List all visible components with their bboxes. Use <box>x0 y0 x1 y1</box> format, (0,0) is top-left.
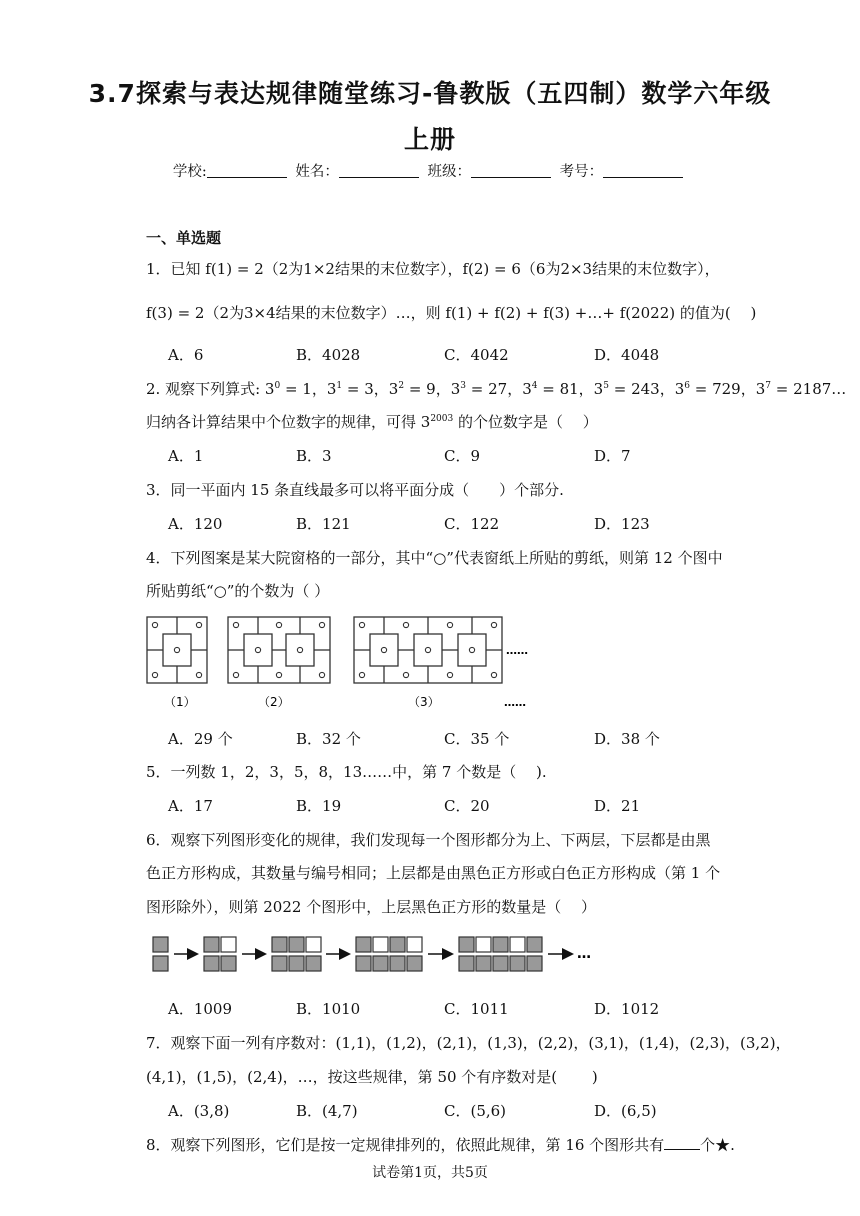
q8-text-b: 个★. <box>700 1136 735 1154</box>
q2-text: = 729，3 <box>689 380 766 398</box>
q3-option-a[interactable]: A．120 <box>168 515 223 533</box>
q2-exp: 2 <box>398 381 405 391</box>
q2-exp: 2003 <box>430 414 454 424</box>
q4-dots-2: …… <box>504 696 526 709</box>
q6-option-c[interactable]: C．1011 <box>444 1000 509 1018</box>
q1-line-1: 1．已知 f(1) = 2（2为1×2结果的末位数字），f(2) = 6（6为2×3结果的末位数字）， <box>146 260 720 278</box>
q2-text: = 9，3 <box>404 380 461 398</box>
q4-fig-label-1: （1） <box>164 695 196 709</box>
q5-option-b[interactable]: B．19 <box>296 797 342 815</box>
title-line-1: 3.7探索与表达规律随堂练习-鲁教版（五四制）数学六年级 <box>88 79 772 108</box>
title-line-2: 上册 <box>403 125 456 154</box>
q1-line-2: f(3) = 2（2为3×4结果的末位数字）…，则 f(1) + f(2) + f(3) +…+ f(2022) 的值为( ) <box>146 304 757 322</box>
q3-option-b[interactable]: B．121 <box>296 515 351 533</box>
q5-option-a[interactable]: A．17 <box>168 797 213 815</box>
q3-option-d[interactable]: D．123 <box>594 515 650 533</box>
q1-option-b[interactable]: B．4028 <box>296 346 361 364</box>
q2-text: = 81，3 <box>537 380 604 398</box>
q6-option-a[interactable]: A．1009 <box>168 1000 233 1018</box>
q5-option-d[interactable]: D．21 <box>594 797 641 815</box>
id-blank[interactable] <box>603 163 683 178</box>
q2-text: = 243，3 <box>608 380 685 398</box>
q2-exp: 7 <box>765 381 771 391</box>
q4-line-2: 所贴剪纸“○”的个数为（ ） <box>146 582 330 600</box>
q6-square-figures <box>148 934 608 976</box>
school-label: 学校: <box>172 164 207 180</box>
q6-line-3: 图形除外），则第 2022 个图形中，上层黑色正方形的数量是（ ） <box>146 898 596 916</box>
q2-text: = 1，3 <box>280 380 337 398</box>
q2-exp: 5 <box>603 381 609 391</box>
q8-text-a: 8．观察下列图形，它们是按一定规律排列的，依照此规律，第 16 个图形共有 <box>146 1136 665 1154</box>
school-blank[interactable] <box>207 163 287 178</box>
q2-option-a[interactable]: A．1 <box>168 447 204 465</box>
q5-line-1: 5．一列数 1，2，3，5，8，13……中，第 7 个数是（ ). <box>146 763 547 781</box>
q2-option-c[interactable]: C．9 <box>444 447 481 465</box>
q8-line-1 <box>146 1134 735 1155</box>
q2-text: 的个位数字是（ ） <box>453 413 598 431</box>
q4-option-a[interactable]: A．29 个 <box>168 730 233 748</box>
page-footer: 试卷第1页，共5页 <box>372 1165 488 1181</box>
q2-exp: 1 <box>336 381 343 391</box>
q7-option-b[interactable]: B．(4,7) <box>296 1102 358 1120</box>
class-label: 班级： <box>427 164 471 180</box>
q6-option-d[interactable]: D．1012 <box>594 1000 660 1018</box>
q4-dots-1: …… <box>506 644 528 657</box>
q4-option-c[interactable]: C．35 个 <box>444 730 510 748</box>
q6-line-2: 色正方形构成，其数量与编号相同；上层都是由黑色正方形或白色正方形构成（第 1 个 <box>146 864 721 882</box>
student-info-line <box>0 160 860 181</box>
q1-option-c[interactable]: C．4042 <box>444 346 509 364</box>
q1-option-a[interactable]: A．6 <box>168 346 204 364</box>
q3-option-c[interactable]: C．122 <box>444 515 500 533</box>
q4-fig-label-3: （3） <box>408 695 440 709</box>
q2-text: 2. 观察下列算式: 3 <box>146 380 275 398</box>
q7-line-2: (4,1)，(1,5)，(2,4)，…，按这些规律，第 50 个有序数对是( ) <box>146 1068 598 1086</box>
q2-text: = 2187… <box>771 380 847 398</box>
section-heading: 一、单选题 <box>146 229 222 247</box>
q2-exp: 3 <box>460 381 466 391</box>
q4-option-b[interactable]: B．32 个 <box>296 730 361 748</box>
q2-line-1 <box>146 378 846 399</box>
name-blank[interactable] <box>339 163 419 178</box>
q4-line-1: 4．下列图案是某大院窗格的一部分，其中“○”代表窗纸上所贴的剪纸，则第 12 个图中 <box>146 549 723 567</box>
q2-option-d[interactable]: D．7 <box>594 447 631 465</box>
q6-ellipsis: … <box>577 946 591 962</box>
q7-line-1: 7．观察下面一列有序数对：(1,1)，(1,2)，(2,1)，(1,3)，(2,2)，(3,1)，(1,4)，(2,3)，(3,2)， <box>146 1034 791 1052</box>
q2-text: 归纳各计算结果中个位数字的规律，可得 3 <box>146 413 431 431</box>
q2-text: = 3，3 <box>342 380 399 398</box>
q4-fig-label-2: （2） <box>258 695 290 709</box>
q6-option-b[interactable]: B．1010 <box>296 1000 361 1018</box>
q3-line-1: 3．同一平面内 15 条直线最多可以将平面分成（ ）个部分. <box>146 481 564 499</box>
q2-exp: 0 <box>274 381 281 391</box>
class-blank[interactable] <box>471 163 551 178</box>
q2-line-2 <box>146 411 598 432</box>
q7-option-d[interactable]: D．(6,5) <box>594 1102 657 1120</box>
q4-window-figures <box>140 612 560 717</box>
id-label: 考号： <box>559 164 604 180</box>
q2-exp: 4 <box>531 381 538 391</box>
q7-option-a[interactable]: A．(3,8) <box>168 1102 230 1120</box>
q4-option-d[interactable]: D．38 个 <box>594 730 660 748</box>
q5-option-c[interactable]: C．20 <box>444 797 490 815</box>
name-label: 姓名： <box>295 164 339 180</box>
q2-option-b[interactable]: B．3 <box>296 447 332 465</box>
q6-line-1: 6．观察下列图形变化的规律，我们发现每一个图形都分为上、下两层，下层都是由黑 <box>146 831 711 849</box>
q2-text: = 27，3 <box>466 380 532 398</box>
q7-option-c[interactable]: C．(5,6) <box>444 1102 507 1120</box>
q8-answer-blank[interactable] <box>664 1137 700 1150</box>
q1-option-d[interactable]: D．4048 <box>594 346 660 364</box>
q2-exp: 6 <box>684 381 690 391</box>
